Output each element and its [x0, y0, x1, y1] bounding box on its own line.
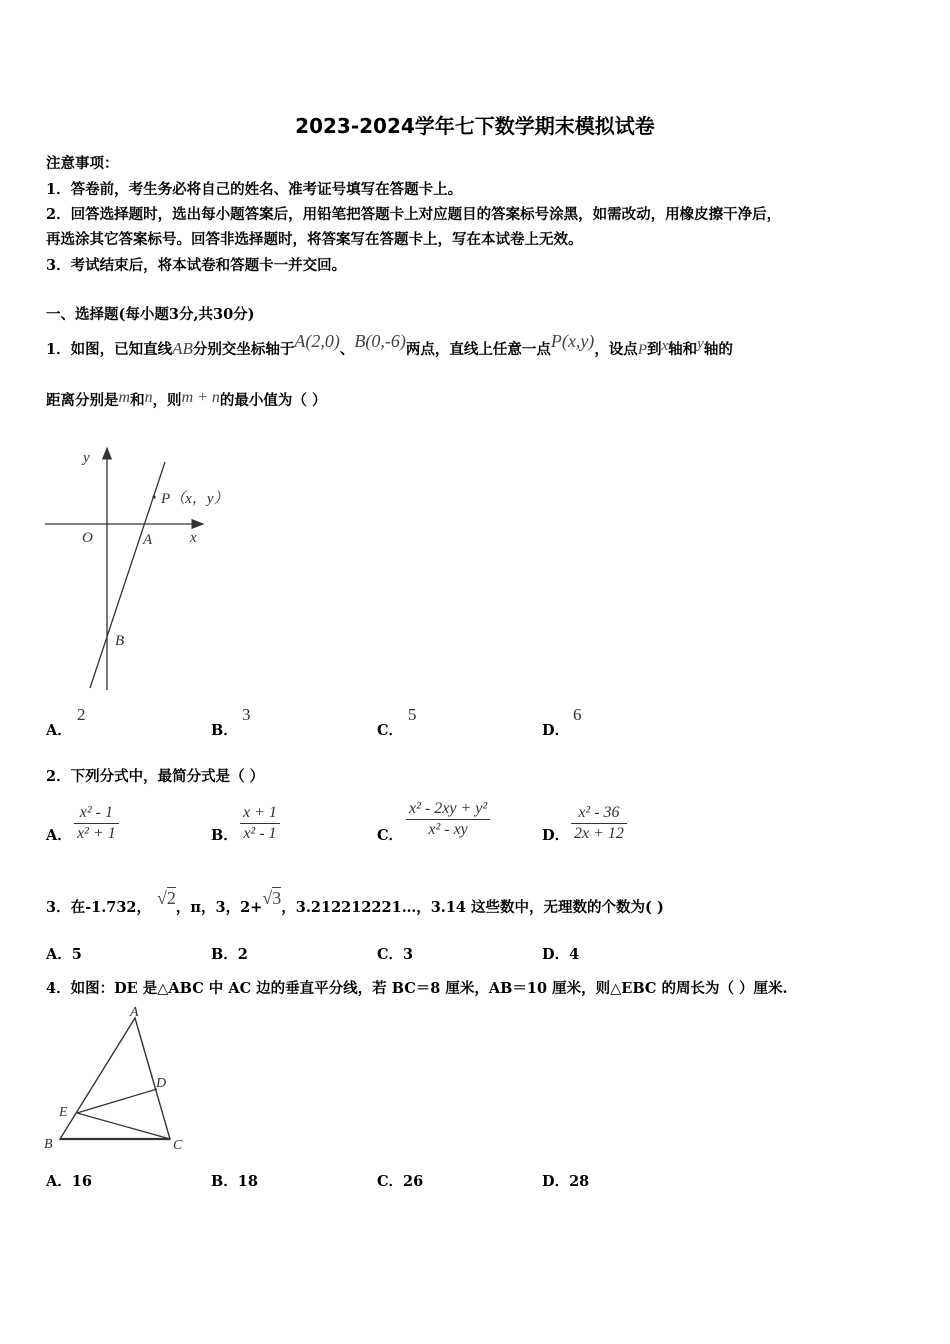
q1-option-b-value: 3	[242, 705, 251, 724]
section-heading: 一、选择题(每小题3分,共30分)	[46, 306, 255, 323]
q4-option-a	[46, 1170, 92, 1191]
y-axis-label: y	[83, 450, 90, 466]
q2-c-denominator: x² - xy	[428, 821, 468, 838]
q1-text-5: 轴和	[668, 341, 698, 358]
q3-sqrt2-radicand: 2	[166, 888, 176, 908]
q1-var-x: x	[661, 338, 669, 354]
q3-option-c-label: C．	[377, 946, 404, 963]
q1-option-a-value: 2	[77, 705, 86, 724]
q1-l2-text-2: 的最小值为（ ）	[219, 392, 327, 409]
question-2-stem: 2．下列分式中，最简分式是（ ）	[46, 768, 265, 785]
q1-var-y: y	[697, 336, 704, 352]
q1-l2-prefix: 距离分别是	[46, 392, 119, 409]
fraction-bar	[240, 823, 280, 824]
q3-sqrt2: √2	[157, 888, 176, 908]
question-3-stem	[46, 888, 664, 917]
q3-part-3: ，3.212212221…，3.14 这些数中，无理数的个数为( )	[281, 899, 664, 916]
notice-item-2-cont: 再选涂其它答案标号。回答非选择题时，将答案写在答题卡上，写在本试卷上无效。	[46, 231, 583, 248]
q3-option-a	[46, 943, 82, 964]
question-1-line-2	[46, 389, 326, 410]
q4-option-c-label: C．	[377, 1173, 404, 1190]
q2-option-c-fraction	[406, 800, 490, 839]
q4-option-b	[211, 1170, 258, 1191]
segment-ec	[77, 1113, 170, 1139]
point-p-dot	[152, 495, 155, 498]
vertex-b-label: B	[44, 1137, 53, 1152]
fraction-bar	[74, 823, 119, 824]
q1-option-d-label: D．	[542, 722, 570, 739]
x-axis-label: x	[190, 530, 197, 546]
question-1-line-1	[46, 331, 733, 359]
q1-option-a-label: A．	[46, 722, 72, 739]
question-4-stem: 4．如图：DE 是△ABC 中 AC 边的垂直平分线，若 BC＝8 厘米，AB＝10 厘米，则△EBC 的周长为（ ）厘米.	[46, 980, 788, 997]
q1-text-2: 两点，直线上任意一点	[405, 341, 551, 358]
q4-option-b-label: B．	[211, 1173, 238, 1190]
q2-option-b-label: B．	[211, 827, 238, 844]
point-d-label: D	[156, 1076, 167, 1091]
q2-a-numerator: x² - 1	[79, 804, 113, 821]
q1-var-n: n	[144, 389, 153, 406]
q4-option-d	[542, 1170, 589, 1191]
q1-var-p: P	[637, 342, 647, 358]
q2-a-denominator: x² + 1	[77, 825, 116, 842]
q2-c-numerator: x² - 2xy + y²	[409, 800, 488, 817]
q3-option-b	[211, 943, 248, 964]
notice-heading: 注意事项：	[46, 155, 119, 172]
q1-option-b-label: B．	[211, 722, 238, 739]
q4-option-c	[377, 1170, 423, 1191]
q1-text-6: 轴的	[703, 341, 733, 358]
q1-text-3: ，设点	[594, 341, 638, 358]
q2-option-c-label: C．	[377, 827, 404, 844]
fraction-bar	[571, 823, 627, 824]
q1-prefix: 1．如图，已知直线	[46, 341, 173, 358]
q2-d-numerator: x² - 36	[578, 804, 620, 821]
notice-item-2: 2．回答选择题时，选出每小题答案后，用铅笔把答题卡上对应题目的答案标号涂黑，如需改动，用橡皮擦干净后，	[46, 206, 782, 223]
q1-l2-text-1: ，则	[152, 392, 182, 409]
point-p-label: P（x，y）	[161, 491, 229, 507]
q3-sqrt3: √3	[262, 888, 282, 908]
q1-coordinate-figure	[40, 440, 260, 695]
q4-option-d-label: D．	[542, 1173, 570, 1190]
q2-b-numerator: x + 1	[243, 804, 277, 821]
q2-option-a-fraction	[74, 804, 119, 843]
fraction-bar	[406, 819, 490, 820]
q3-sqrt3-radicand: 3	[272, 888, 282, 908]
point-a-label: A	[143, 532, 153, 548]
q4-option-a-label: A．	[46, 1173, 72, 1190]
q3-part-2: ，π，3，2+	[175, 899, 263, 916]
q1-text-1: 分别交坐标轴于	[192, 341, 295, 358]
q1-sep: 、	[339, 341, 355, 358]
q3-option-d-label: D．	[542, 946, 570, 963]
q3-option-d	[542, 943, 579, 964]
q2-option-d-fraction	[571, 804, 627, 843]
q4-option-a-value: 16	[71, 1173, 92, 1190]
point-e-label: E	[59, 1105, 68, 1120]
triangle-abc	[60, 1018, 170, 1139]
q4-triangle-figure	[40, 1003, 200, 1155]
q3-option-c-value: 3	[403, 946, 414, 963]
q3-option-a-value: 5	[71, 946, 82, 963]
q1-line-ab: AB	[172, 339, 193, 358]
q2-option-d-label: D．	[542, 827, 570, 844]
point-b-label: B	[115, 633, 125, 649]
q1-point-p: P(x,y)	[550, 331, 595, 351]
q3-option-d-value: 4	[569, 946, 580, 963]
q1-text-4: 到	[646, 341, 662, 358]
origin-label: O	[82, 530, 93, 546]
notice-item-3: 3．考试结束后，将本试卷和答题卡一并交回。	[46, 257, 347, 274]
q4-option-d-value: 28	[569, 1173, 590, 1190]
q1-point-a: A(2,0)	[294, 331, 340, 351]
q3-option-b-value: 2	[237, 946, 248, 963]
q4-option-c-value: 26	[403, 1173, 424, 1190]
notice-item-1: 1．答卷前，考生务必将自己的姓名、准考证号填写在答题卡上。	[46, 181, 463, 198]
q2-option-a-label: A．	[46, 827, 72, 844]
vertex-a-label: A	[130, 1005, 139, 1020]
q1-option-d-value: 6	[573, 705, 582, 724]
q1-option-c-label: C．	[377, 722, 404, 739]
page-title: 2023-2024学年七下数学期末模拟试卷	[295, 114, 655, 138]
q2-option-b-fraction	[240, 804, 280, 843]
q3-option-b-label: B．	[211, 946, 238, 963]
q2-d-denominator: 2x + 12	[574, 825, 624, 842]
q1-point-b: B(0,-6)	[354, 331, 406, 351]
q1-and: 和	[130, 392, 145, 409]
q1-expr-mn: m + n	[181, 389, 220, 406]
q4-option-b-value: 18	[237, 1173, 258, 1190]
q1-option-c-value: 5	[408, 705, 417, 724]
q3-part-1: 3．在-1.732，	[46, 899, 152, 916]
vertex-c-label: C	[173, 1138, 183, 1153]
q2-b-denominator: x² - 1	[243, 825, 277, 842]
q1-var-m: m	[118, 389, 131, 406]
q3-option-a-label: A．	[46, 946, 72, 963]
q3-option-c	[377, 943, 413, 964]
